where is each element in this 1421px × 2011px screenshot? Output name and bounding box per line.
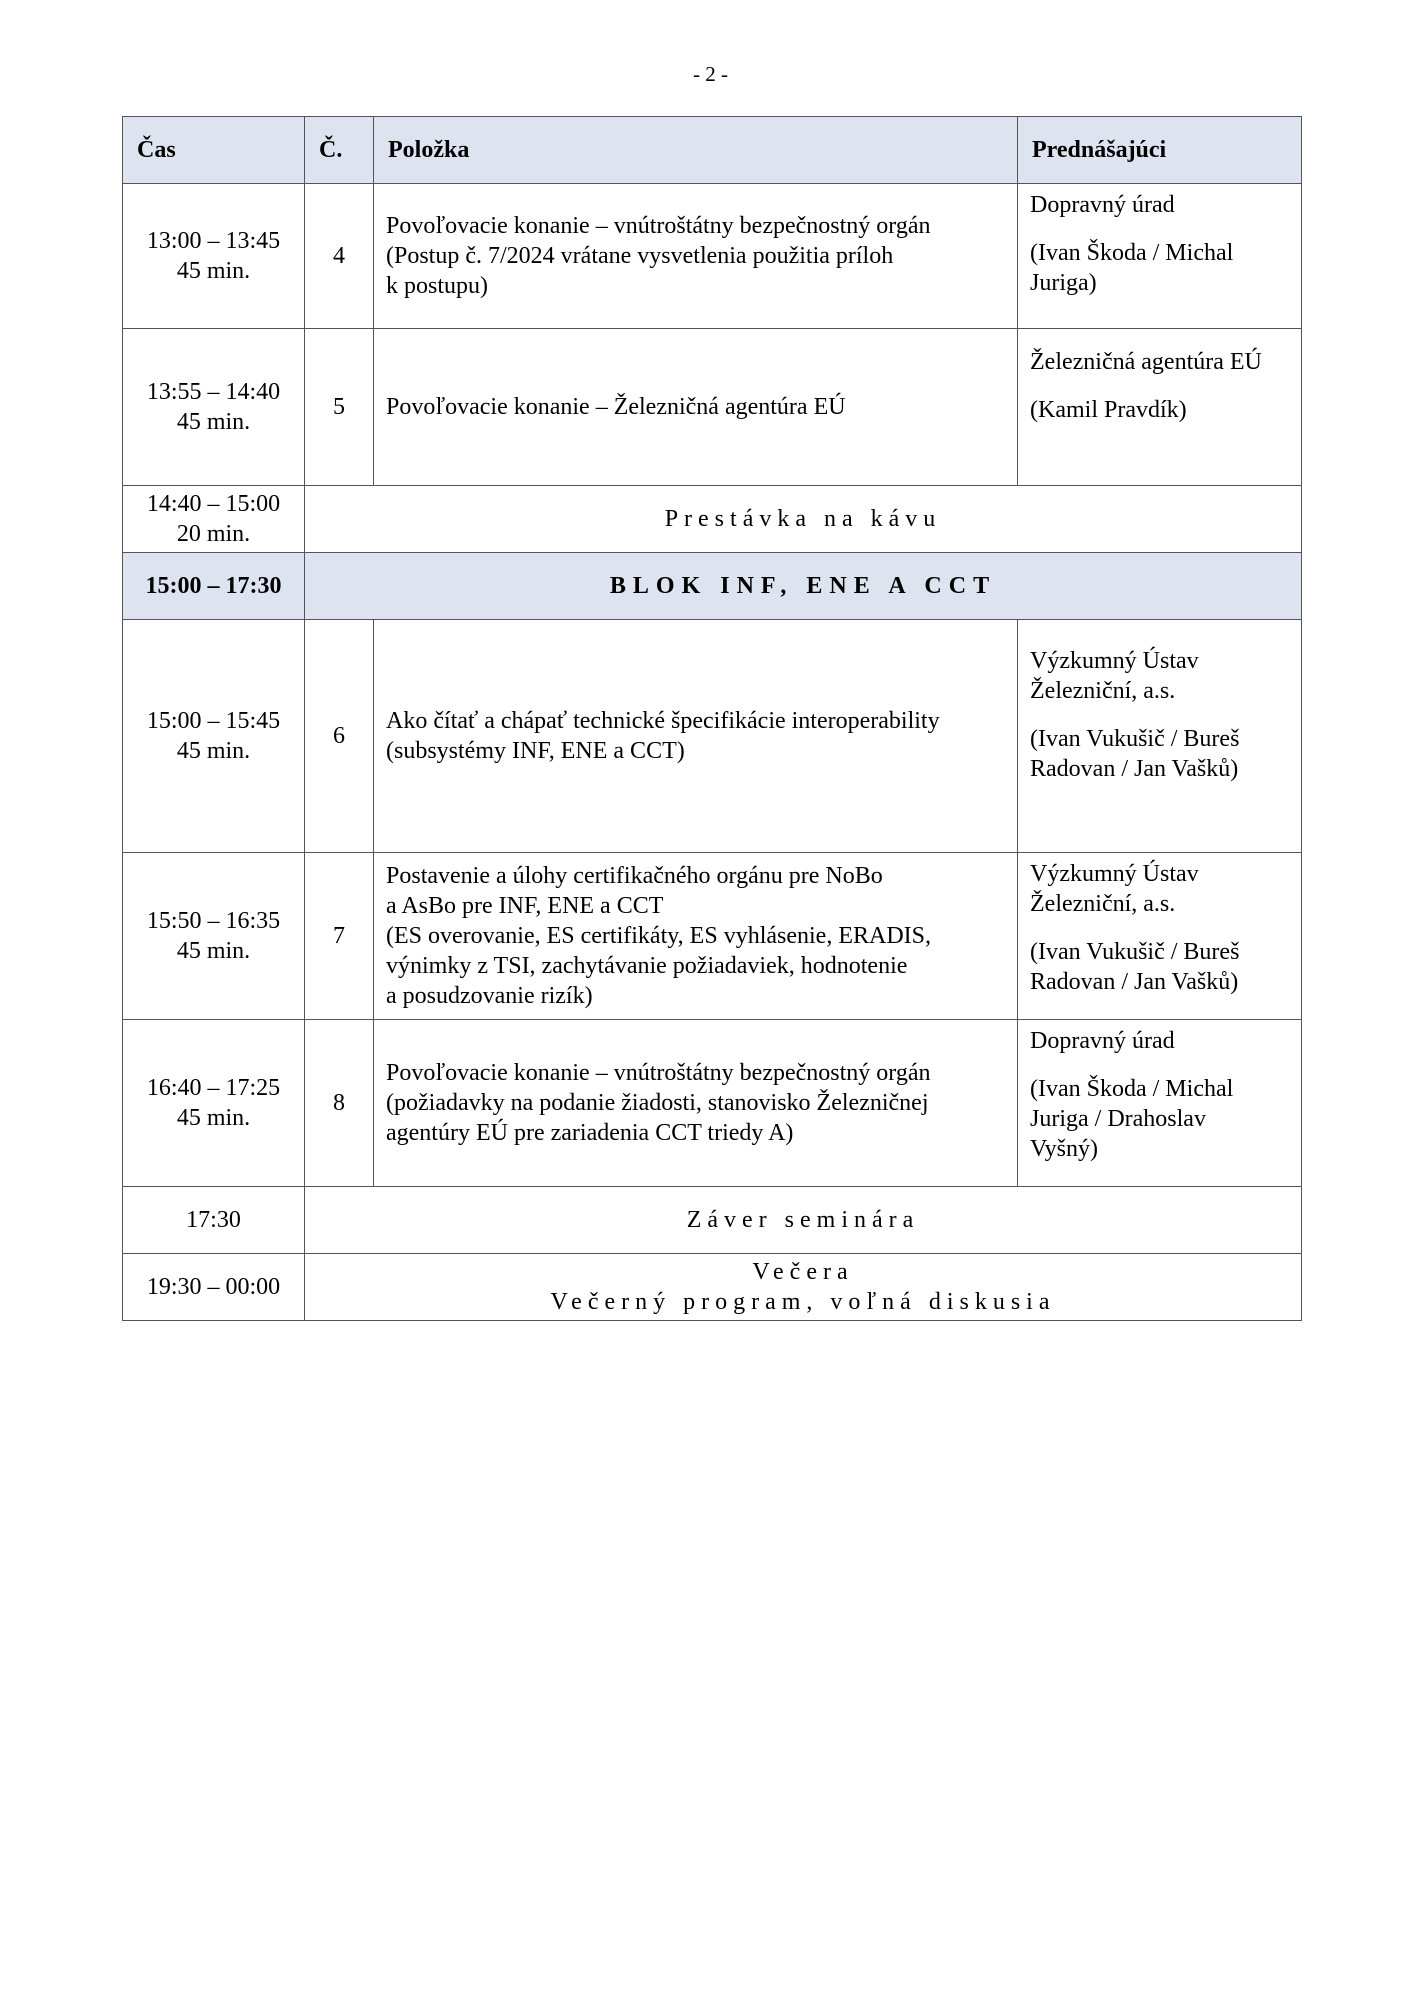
dinner-time: 19:30 – 00:00	[123, 1254, 305, 1321]
item-cell	[374, 1020, 1018, 1187]
speaker-org: Výzkumný Ústav	[1030, 861, 1199, 887]
block-label: BLOK INF, ENE A CCT	[305, 553, 1302, 620]
time-range: 15:00 – 15:45	[146, 708, 281, 734]
item-cell	[374, 853, 1018, 1020]
item-line: Povoľovacie konanie – vnútroštátny bezpečnostný orgán	[386, 213, 931, 239]
item-line: (subsystémy INF, ENE a CCT)	[386, 738, 685, 764]
speaker-org: Dopravný úrad	[1030, 192, 1175, 218]
item-line: Postavenie a úlohy certifikačného orgánu pre NoBo	[386, 863, 883, 889]
dinner-row	[123, 1254, 1302, 1321]
item-line: výnimky z TSI, zachytávanie požiadaviek, hodnotenie	[386, 953, 908, 979]
table-row	[123, 329, 1302, 486]
item-number: 7	[305, 853, 374, 1020]
header-speaker: Prednášajúci	[1018, 117, 1302, 184]
agenda-table	[122, 116, 1302, 1321]
item-line: a posudzovanie rizík)	[386, 983, 593, 1009]
speaker-org: Železničná agentúra EÚ	[1030, 349, 1262, 375]
item-number: 5	[305, 329, 374, 486]
speaker-names: (Ivan Škoda / Michal	[1030, 1076, 1234, 1102]
speaker-names: Radovan / Jan Vašků)	[1030, 969, 1239, 995]
evening-program-label: Večerný program, voľná diskusia	[550, 1289, 1056, 1315]
item-number: 8	[305, 1020, 374, 1187]
closing-label: Záver seminára	[305, 1187, 1302, 1254]
header-number: Č.	[305, 117, 374, 184]
item-line: (ES overovanie, ES certifikáty, ES vyhlásenie, ERADIS,	[386, 923, 931, 949]
item-number: 4	[305, 184, 374, 329]
speaker-org: Železniční, a.s.	[1030, 891, 1176, 917]
speaker-names: (Ivan Vukušič / Bureš	[1030, 726, 1240, 752]
speaker-names: Radovan / Jan Vašků)	[1030, 756, 1239, 782]
item-line: Povoľovacie konanie – vnútroštátny bezpečnostný orgán	[386, 1060, 931, 1086]
time-cell	[123, 329, 305, 486]
break-row	[123, 486, 1302, 553]
duration: 45 min.	[176, 1105, 251, 1131]
table-row	[123, 620, 1302, 853]
speaker-names: (Kamil Pravdík)	[1030, 397, 1187, 423]
time-cell	[123, 184, 305, 329]
time-cell	[123, 486, 305, 553]
item-line: Povoľovacie konanie – Železničná agentúra EÚ	[386, 394, 846, 420]
speaker-names: (Ivan Škoda / Michal	[1030, 240, 1234, 266]
header-time: Čas	[123, 117, 305, 184]
time-cell	[123, 1020, 305, 1187]
speaker-org: Železniční, a.s.	[1030, 678, 1176, 704]
table-row	[123, 184, 1302, 329]
speaker-cell	[1018, 620, 1302, 853]
duration: 45 min.	[176, 738, 251, 764]
item-line: (Postup č. 7/2024 vrátane vysvetlenia použitia príloh	[386, 243, 894, 269]
header-item: Položka	[374, 117, 1018, 184]
duration: 45 min.	[176, 938, 251, 964]
duration: 20 min.	[176, 521, 251, 547]
item-line: Ako čítať a chápať technické špecifikácie interoperability	[386, 708, 940, 734]
time-range: 13:55 – 14:40	[146, 379, 281, 405]
item-cell	[374, 184, 1018, 329]
time-range: 16:40 – 17:25	[146, 1075, 281, 1101]
speaker-cell	[1018, 184, 1302, 329]
item-line: (požiadavky na podanie žiadosti, stanovisko Železničnej	[386, 1090, 929, 1116]
speaker-cell	[1018, 329, 1302, 486]
block-row	[123, 553, 1302, 620]
dinner-label: Večera	[752, 1259, 854, 1285]
page-number: - 2 -	[693, 62, 728, 86]
table-row	[123, 1020, 1302, 1187]
item-number: 6	[305, 620, 374, 853]
closing-row	[123, 1187, 1302, 1254]
speaker-cell	[1018, 853, 1302, 1020]
break-label: Prestávka na kávu	[305, 486, 1302, 553]
time-cell	[123, 853, 305, 1020]
time-range: 13:00 – 13:45	[146, 228, 281, 254]
speaker-org: Dopravný úrad	[1030, 1028, 1175, 1054]
block-time: 15:00 – 17:30	[123, 553, 305, 620]
item-line: agentúry EÚ pre zariadenia CCT triedy A)	[386, 1120, 794, 1146]
duration: 45 min.	[176, 409, 251, 435]
time-range: 15:50 – 16:35	[146, 908, 281, 934]
table-header-row	[123, 117, 1302, 184]
speaker-names: (Ivan Vukušič / Bureš	[1030, 939, 1240, 965]
closing-time: 17:30	[123, 1187, 305, 1254]
item-cell	[374, 620, 1018, 853]
speaker-names: Vyšný)	[1030, 1136, 1099, 1162]
duration: 45 min.	[176, 258, 251, 284]
item-cell	[374, 329, 1018, 486]
speaker-cell	[1018, 1020, 1302, 1187]
time-cell	[123, 620, 305, 853]
time-range: 14:40 – 15:00	[146, 491, 281, 517]
item-line: a AsBo pre INF, ENE a CCT	[386, 893, 664, 919]
speaker-org: Výzkumný Ústav	[1030, 648, 1199, 674]
speaker-names: Juriga)	[1030, 270, 1097, 296]
speaker-names: Juriga / Drahoslav	[1030, 1106, 1206, 1132]
table-row	[123, 853, 1302, 1020]
item-line: k postupu)	[386, 273, 488, 299]
dinner-cell	[305, 1254, 1302, 1321]
